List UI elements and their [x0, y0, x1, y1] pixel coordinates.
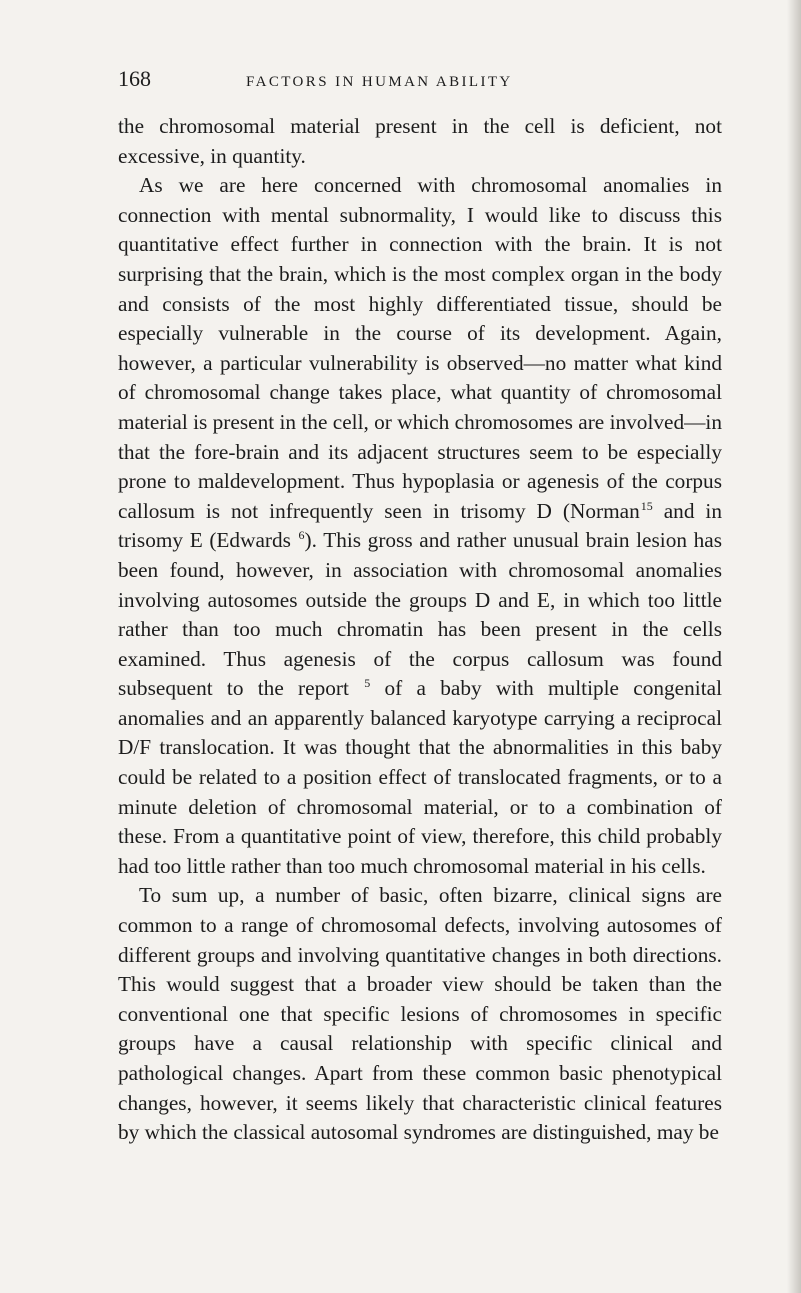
book-page: [118, 66, 722, 1148]
page-number: 168: [118, 66, 151, 91]
reference-marker: 6: [298, 528, 305, 543]
page-edge-shadow: [787, 0, 801, 1293]
reference-marker: 15: [640, 498, 653, 513]
paragraph-text: As we are here concerned with chromosomal anomalies in connection with mental subnormality, I would like to discuss this quantitative effect further in connection with the brain. It is not surprising that the brain, which is the most complex organ in the body and consists of the most highly differentiated tissue, should be especially vulnerable in the course of its development. Again, however, a particular vulnerability is observed—no matter what kind of chromosomal change takes place, what quantity of chromosomal material is present in the cell, or which chromosomes are involved—in that the fore-brain and its adjacent structures seem to be especially prone to maldevelopment. Thus hypoplasia or agenesis of the corpus callosum is not infrequently seen in trisomy D (Norman: [118, 173, 722, 523]
paragraph-continuation: the chromosomal material present in the cell is deficient, not excessive, in quantity.: [118, 114, 722, 168]
body-text: [118, 112, 722, 1148]
paragraph-text: and in trisomy E (Edwards: [118, 498, 722, 553]
running-title: FACTORS IN HUMAN ABILITY: [246, 74, 513, 90]
reference-marker: 5: [364, 676, 371, 691]
paragraph-brain-vulnerability: [118, 171, 722, 881]
paragraph-summary: To sum up, a number of basic, often bizarre, clinical signs are common to a range of chromosomal defects, involving autosomes of different groups and involving quantitative changes in both directions. This would suggest that a broader view should be taken than the conventional one that specific lesions of chromosomes in specific groups have a causal relationship with specific clinical and pathological changes. Apart from these common basic phenotypical changes, however, it seems likely that characteristic clinical features by which the classical autosomal syndromes are distinguished, may be: [118, 883, 722, 1145]
paragraph-text: of a baby with multiple congenital anomalies and an apparently balanced karyotype carrying a reciprocal D/F translocation. It was thought that the abnormalities in this baby could be related to a position effect of translocated fragments, or to a minute deletion of chromosomal material, or to a combination of these. From a quantitative point of view, therefore, this child probably had too little rather than too much chromosomal material in his cells.: [118, 676, 722, 878]
paragraph-text: ). This gross and rather unusual brain lesion has been found, however, in association with chromosomal anomalies involving autosomes outside the groups D and E, in which too little rather than too much chromatin has been present in the cells examined. Thus agenesis of the corpus callosum was found subsequent to the report: [118, 528, 722, 701]
running-head: [118, 66, 722, 106]
